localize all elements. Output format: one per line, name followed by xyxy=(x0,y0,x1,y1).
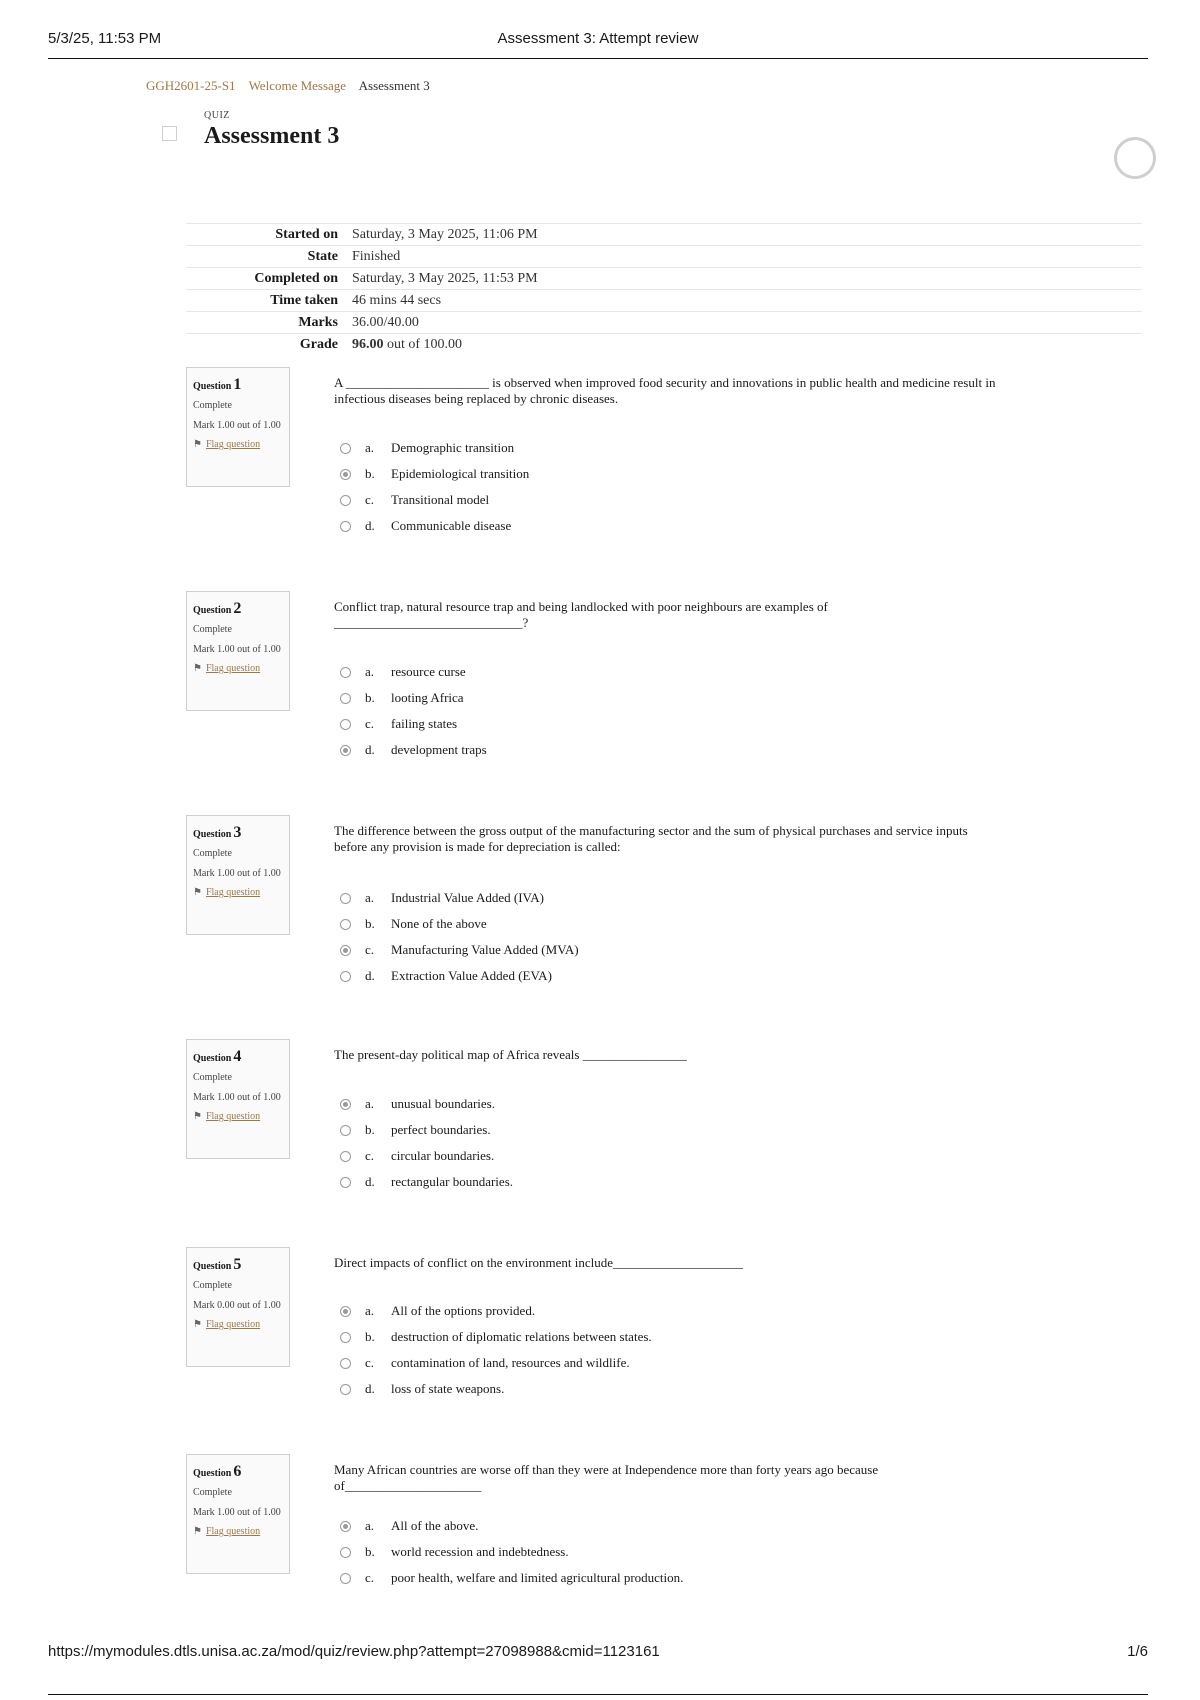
breadcrumb-item-welcome[interactable]: Welcome Message xyxy=(248,78,347,93)
summary-value: Saturday, 3 May 2025, 11:06 PM xyxy=(352,226,538,242)
option-text: circular boundaries. xyxy=(391,1148,495,1163)
loading-circle-icon xyxy=(1114,137,1156,179)
answer-option[interactable] xyxy=(340,937,1040,963)
flag-icon: ⚑ xyxy=(193,439,202,450)
answer-option[interactable] xyxy=(340,1324,1040,1350)
page-url: https://mymodules.dtls.unisa.ac.za/mod/quiz/review.php?attempt=27098988&cmid=1123161 xyxy=(48,1643,660,1660)
option-letter: b. xyxy=(365,1122,375,1137)
flag-icon: ⚑ xyxy=(193,663,202,674)
question-text: The present-day political map of Africa reveals ________________ xyxy=(334,1047,687,1062)
summary-row-state xyxy=(186,246,1142,268)
answer-option[interactable] xyxy=(340,737,1040,763)
option-text: All of the options provided. xyxy=(391,1303,536,1318)
flag-question-label[interactable]: Flag question xyxy=(205,439,261,450)
question-text: The difference between the gross output of the manufacturing sector and the sum of physical purchases and service inputs before any provision is made for depreciation is called: xyxy=(334,823,968,854)
print-title: Assessment 3: Attempt review xyxy=(497,30,699,47)
radio-button[interactable] xyxy=(340,719,351,730)
radio-button[interactable] xyxy=(340,443,351,454)
option-text: loss of state weapons. xyxy=(391,1381,505,1396)
radio-button[interactable] xyxy=(340,1332,351,1343)
answer-option[interactable] xyxy=(340,1091,1040,1117)
option-letter: d. xyxy=(365,518,375,533)
question-number: 3 xyxy=(233,824,242,841)
print-header xyxy=(48,28,1148,59)
flag-question-label[interactable]: Flag question xyxy=(205,887,261,898)
option-text: Communicable disease xyxy=(391,518,512,533)
answer-option[interactable] xyxy=(340,513,1040,539)
answer-option[interactable] xyxy=(340,911,1040,937)
radio-button[interactable] xyxy=(340,667,351,678)
question-label: Question xyxy=(193,1261,232,1272)
radio-button-selected[interactable] xyxy=(340,1099,351,1110)
option-letter: d. xyxy=(365,1174,375,1189)
option-text: development traps xyxy=(391,742,487,757)
flag-question-link[interactable] xyxy=(193,439,283,450)
answer-option[interactable] xyxy=(340,659,1040,685)
option-letter: a. xyxy=(365,1303,375,1318)
option-letter: b. xyxy=(365,1544,375,1559)
answer-options xyxy=(340,435,1040,539)
option-text: Epidemiological transition xyxy=(391,466,530,481)
option-letter: a. xyxy=(365,1096,375,1111)
answer-option[interactable] xyxy=(340,1117,1040,1143)
answer-option[interactable] xyxy=(340,1143,1040,1169)
summary-value xyxy=(352,334,1142,356)
radio-button[interactable] xyxy=(340,919,351,930)
summary-value: Finished xyxy=(352,248,401,264)
question-state: Complete xyxy=(193,400,232,411)
summary-value: Saturday, 3 May 2025, 11:53 PM xyxy=(352,270,538,286)
radio-button[interactable] xyxy=(340,1384,351,1395)
question-number: 2 xyxy=(233,600,242,617)
answer-options xyxy=(340,1091,1040,1195)
answer-options xyxy=(340,885,1040,989)
option-text: perfect boundaries. xyxy=(391,1122,491,1137)
radio-button-selected[interactable] xyxy=(340,945,351,956)
option-text: None of the above xyxy=(391,916,487,931)
option-text: world recession and indebtedness. xyxy=(391,1544,569,1559)
question-state: Complete xyxy=(193,624,232,635)
answer-options xyxy=(340,659,1040,763)
answer-option[interactable] xyxy=(340,1513,1040,1539)
question-number: 4 xyxy=(233,1048,242,1065)
option-letter: c. xyxy=(365,942,375,957)
question-mark: Mark 1.00 out of 1.00 xyxy=(193,1092,281,1103)
radio-button-selected[interactable] xyxy=(340,745,351,756)
question-number: 1 xyxy=(233,376,242,393)
print-date: 5/3/25, 11:53 PM xyxy=(48,30,162,47)
question-text: Conflict trap, natural resource trap and being landlocked with poor neighbours are examples of _____________________________? xyxy=(334,599,828,630)
radio-button[interactable] xyxy=(340,495,351,506)
option-text: rectangular boundaries. xyxy=(391,1174,514,1189)
question-state: Complete xyxy=(193,848,232,859)
question-info-box xyxy=(186,815,290,935)
option-letter: c. xyxy=(365,716,375,731)
option-text: looting Africa xyxy=(391,690,464,705)
answer-option[interactable] xyxy=(340,1298,1040,1324)
radio-button-selected[interactable] xyxy=(340,469,351,480)
answer-option[interactable] xyxy=(340,1539,1040,1565)
answer-options xyxy=(340,1298,1040,1402)
radio-button[interactable] xyxy=(340,971,351,982)
question-number: 5 xyxy=(233,1256,242,1273)
footer-divider xyxy=(48,1694,1148,1695)
answer-option[interactable] xyxy=(340,1376,1040,1402)
breadcrumb xyxy=(146,78,430,94)
question-number: 6 xyxy=(233,1463,242,1480)
option-letter: b. xyxy=(365,466,375,481)
question-state: Complete xyxy=(193,1280,232,1291)
summary-label: Completed on xyxy=(254,270,338,286)
summary-row-time-taken xyxy=(186,290,1142,312)
flag-question-label[interactable]: Flag question xyxy=(205,663,261,674)
radio-button[interactable] xyxy=(340,1151,351,1162)
radio-button[interactable] xyxy=(340,893,351,904)
radio-button[interactable] xyxy=(340,521,351,532)
breadcrumb-current: Assessment 3 xyxy=(358,78,430,93)
question-mark: Mark 0.00 out of 1.00 xyxy=(193,1300,281,1311)
question-info-box xyxy=(186,1454,290,1574)
question-mark: Mark 1.00 out of 1.00 xyxy=(193,644,281,655)
option-letter: b. xyxy=(365,1329,375,1344)
summary-row-started xyxy=(186,224,1142,246)
page-number: 1/6 xyxy=(1127,1643,1148,1660)
question-label: Question xyxy=(193,381,232,392)
option-text: Demographic transition xyxy=(391,440,515,455)
radio-button[interactable] xyxy=(340,1358,351,1369)
option-text: Extraction Value Added (EVA) xyxy=(391,968,552,983)
question-state: Complete xyxy=(193,1487,232,1498)
answer-option[interactable] xyxy=(340,885,1040,911)
option-text: Manufacturing Value Added (MVA) xyxy=(391,942,579,957)
question-text: Direct impacts of conflict on the environment include____________________ xyxy=(334,1255,744,1270)
answer-option[interactable] xyxy=(340,1350,1040,1376)
option-text: unusual boundaries. xyxy=(391,1096,495,1111)
option-text: Transitional model xyxy=(391,492,490,507)
option-letter: c. xyxy=(365,1148,375,1163)
activity-type-label: QUIZ xyxy=(204,110,230,121)
flag-icon: ⚑ xyxy=(193,1319,202,1330)
flag-question-label[interactable]: Flag question xyxy=(205,1111,261,1122)
flag-question-link[interactable] xyxy=(193,1526,283,1537)
option-letter: a. xyxy=(365,890,375,905)
answer-option[interactable] xyxy=(340,685,1040,711)
option-letter: d. xyxy=(365,1381,375,1396)
radio-button[interactable] xyxy=(340,1125,351,1136)
summary-label: Grade xyxy=(299,336,338,352)
option-letter: a. xyxy=(365,1518,375,1533)
summary-row-marks xyxy=(186,312,1142,334)
question-mark: Mark 1.00 out of 1.00 xyxy=(193,420,281,431)
summary-row-grade xyxy=(186,334,1142,356)
flag-icon: ⚑ xyxy=(193,887,202,898)
summary-value: 36.00/40.00 xyxy=(352,314,419,330)
flag-icon: ⚑ xyxy=(193,1111,202,1122)
summary-label: Started on xyxy=(275,226,338,242)
radio-button[interactable] xyxy=(340,1573,351,1584)
option-text: resource curse xyxy=(391,664,466,679)
option-text: poor health, welfare and limited agricultural production. xyxy=(391,1570,684,1585)
breadcrumb-item-course[interactable]: GGH2601-25-S1 xyxy=(146,78,236,93)
radio-button-selected[interactable] xyxy=(340,1306,351,1317)
summary-label: State xyxy=(307,248,338,264)
flag-question-link[interactable] xyxy=(193,887,283,898)
grade-score: 96.00 xyxy=(352,336,384,352)
radio-button-selected[interactable] xyxy=(340,1521,351,1532)
answer-option[interactable] xyxy=(340,461,1040,487)
answer-option[interactable] xyxy=(340,711,1040,737)
question-mark: Mark 1.00 out of 1.00 xyxy=(193,1507,281,1518)
flag-question-label[interactable]: Flag question xyxy=(205,1526,261,1537)
option-text: destruction of diplomatic relations between states. xyxy=(391,1329,652,1344)
option-letter: c. xyxy=(365,1570,375,1585)
question-label: Question xyxy=(193,1053,232,1064)
page-title: Assessment 3 xyxy=(204,123,340,149)
grade-out-of: out of 100.00 xyxy=(387,336,463,352)
option-letter: b. xyxy=(365,916,375,931)
answer-option[interactable] xyxy=(340,963,1040,989)
summary-row-completed xyxy=(186,268,1142,290)
summary-label: Time taken xyxy=(270,292,338,308)
option-letter: a. xyxy=(365,440,375,455)
flag-question-link[interactable] xyxy=(193,663,283,674)
option-text: failing states xyxy=(391,716,458,731)
answer-option[interactable] xyxy=(340,435,1040,461)
radio-button[interactable] xyxy=(340,1177,351,1188)
option-text: contamination of land, resources and wildlife. xyxy=(391,1355,630,1370)
flag-question-link[interactable] xyxy=(193,1319,283,1330)
answer-options xyxy=(340,1513,1040,1591)
option-text: Industrial Value Added (IVA) xyxy=(391,890,544,905)
question-text: Many African countries are worse off than they were at Independence more than forty years ago because of_____________________ xyxy=(334,1462,879,1493)
question-info-box xyxy=(186,1039,290,1159)
option-letter: d. xyxy=(365,742,375,757)
flag-question-link[interactable] xyxy=(193,1111,283,1122)
question-label: Question xyxy=(193,1468,232,1479)
question-text: A ______________________ is observed when improved food security and innovations in public health and medicine result in infectious diseases being replaced by chronic diseases. xyxy=(334,375,996,406)
answer-option[interactable] xyxy=(340,487,1040,513)
question-state: Complete xyxy=(193,1072,232,1083)
flag-icon: ⚑ xyxy=(193,1526,202,1537)
radio-button[interactable] xyxy=(340,1547,351,1558)
question-label: Question xyxy=(193,829,232,840)
flag-question-label[interactable]: Flag question xyxy=(205,1319,261,1330)
attempt-summary-table xyxy=(186,223,1142,355)
question-info-box xyxy=(186,1247,290,1367)
answer-option[interactable] xyxy=(340,1565,1040,1591)
option-letter: b. xyxy=(365,690,375,705)
completion-checkbox[interactable] xyxy=(162,126,177,141)
question-info-box xyxy=(186,367,290,487)
radio-button[interactable] xyxy=(340,693,351,704)
option-letter: d. xyxy=(365,968,375,983)
option-letter: a. xyxy=(365,664,375,679)
option-letter: c. xyxy=(365,492,375,507)
question-mark: Mark 1.00 out of 1.00 xyxy=(193,868,281,879)
option-letter: c. xyxy=(365,1355,375,1370)
summary-value: 46 mins 44 secs xyxy=(352,292,442,308)
option-text: All of the above. xyxy=(391,1518,479,1533)
summary-label: Marks xyxy=(298,314,338,330)
answer-option[interactable] xyxy=(340,1169,1040,1195)
question-info-box xyxy=(186,591,290,711)
question-label: Question xyxy=(193,605,232,616)
